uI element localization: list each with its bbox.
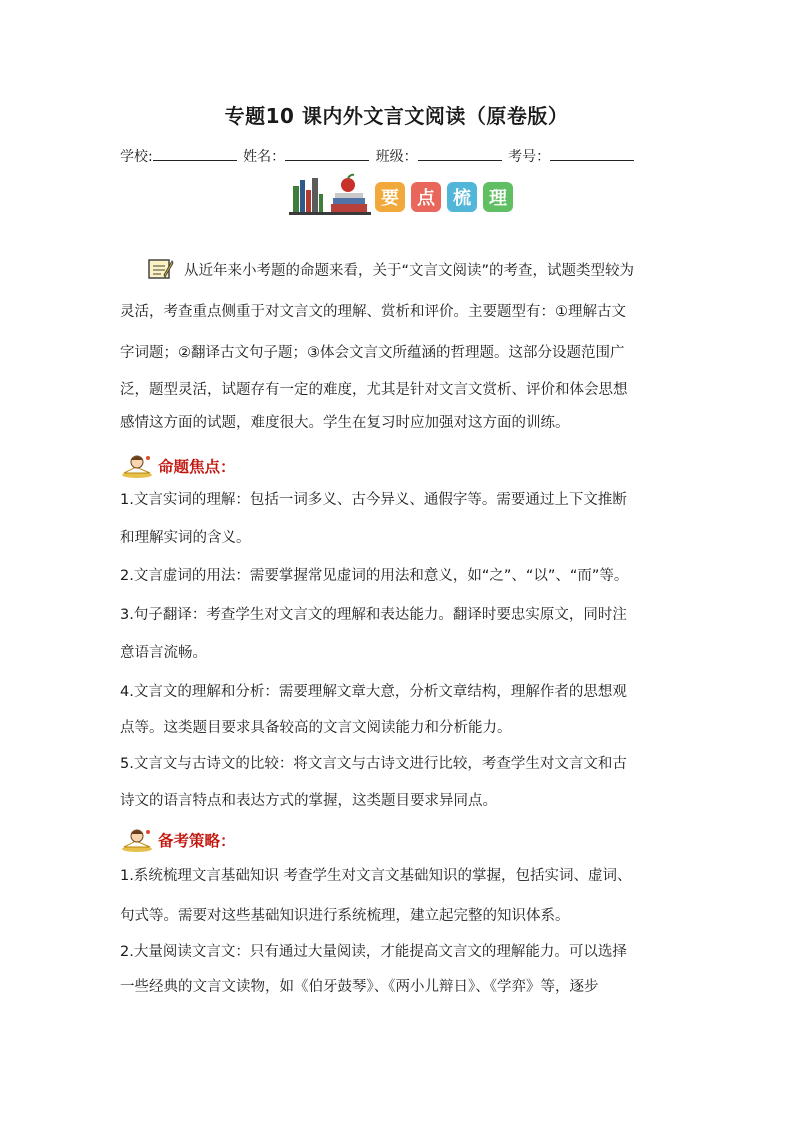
focus-line-1: 1.文言实词的理解：包括一词多义、古今异义、通假字等。需要通过上下文推断: [120, 492, 627, 508]
focus-line-9: 诗文的语言特点和表达方式的掌握，这类题目要求异同点。: [120, 793, 497, 809]
focus-line-4: 3.句子翻译：考查学生对文言文的理解和表达能力。翻译时要忠实原文，同时注: [120, 607, 627, 623]
banner-char-4: 理: [483, 182, 513, 212]
exam-number-label: 考号：: [508, 149, 551, 165]
exam-number-blank[interactable]: [550, 146, 634, 161]
school-label: 学校:: [120, 149, 153, 165]
student-reading-icon: [120, 453, 154, 479]
focus-line-6: 4.文言文的理解和分析：需要理解文章大意，分析文章结构，理解作者的思想观: [120, 684, 627, 700]
focus-line-7: 点等。这类题目要求具备较高的文言文阅读能力和分析能力。: [120, 720, 512, 736]
focus-line-2: 和理解实词的含义。: [120, 530, 251, 546]
focus-line-8: 5.文言文与古诗文的比较：将文言文与古诗文进行比较，考查学生对文言文和古: [120, 756, 627, 772]
focus-heading-label: 命题焦点：: [158, 458, 236, 476]
banner-title: [375, 182, 513, 212]
focus-heading: [120, 452, 236, 480]
strategy-heading-label: 备考策略：: [158, 832, 236, 850]
student-info-line: [120, 146, 636, 166]
name-label: 姓名：: [243, 149, 286, 165]
class-label: 班级：: [375, 149, 418, 165]
strategy-line-2: 句式等。需要对这些基础知识进行系统梳理，建立起完整的知识体系。: [120, 908, 570, 924]
intro-line-1: 从近年来小考题的命题来看，关于“文言文阅读”的考查，试题类型较为: [184, 263, 635, 279]
student-reading-icon: [120, 827, 154, 853]
class-blank[interactable]: [418, 146, 502, 161]
intro-line-5: 感情这方面的试题，难度很大。学生在复习时应加强对这方面的训练。: [120, 415, 570, 431]
banner-char-1: 要: [375, 182, 405, 212]
banner-char-2: 点: [411, 182, 441, 212]
page-title: 专题10 课内外文言文阅读（原卷版）: [224, 104, 569, 128]
strategy-line-4: 一些经典的文言文读物，如《伯牙鼓琴》、《两小儿辩日》、《学弈》等，逐步: [120, 979, 599, 995]
focus-line-3: 2.文言虚词的用法：需要掌握常见虚词的用法和意义，如“之”、“以”、“而”等。: [120, 568, 629, 584]
strategy-heading: [120, 826, 236, 854]
intro-line-2: 灵活，考查重点侧重于对文言文的理解、赏析和评价。主要题型有：①理解古文: [120, 304, 626, 320]
strategy-line-1: 1.系统梳理文言基础知识 考查学生对文言文基础知识的掌握，包括实词、虚词、: [120, 868, 632, 884]
strategy-line-3: 2.大量阅读文言文：只有通过大量阅读，才能提高文言文的理解能力。可以选择: [120, 944, 627, 960]
books-apple-icon: [287, 172, 373, 216]
school-blank[interactable]: [153, 146, 237, 161]
banner-char-3: 梳: [447, 182, 477, 212]
notebook-pencil-icon: [146, 257, 174, 281]
intro-line-4: 泛，题型灵活，试题存有一定的难度，尤其是针对文言文赏析、评价和体会思想: [120, 382, 628, 398]
intro-line-3: 字词题；②翻译古文句子题；③体会文言文所蕴涵的哲理题。这部分设题范围广: [120, 345, 625, 361]
name-blank[interactable]: [285, 146, 369, 161]
key-points-banner: [287, 172, 527, 216]
focus-line-5: 意语言流畅。: [120, 645, 207, 661]
